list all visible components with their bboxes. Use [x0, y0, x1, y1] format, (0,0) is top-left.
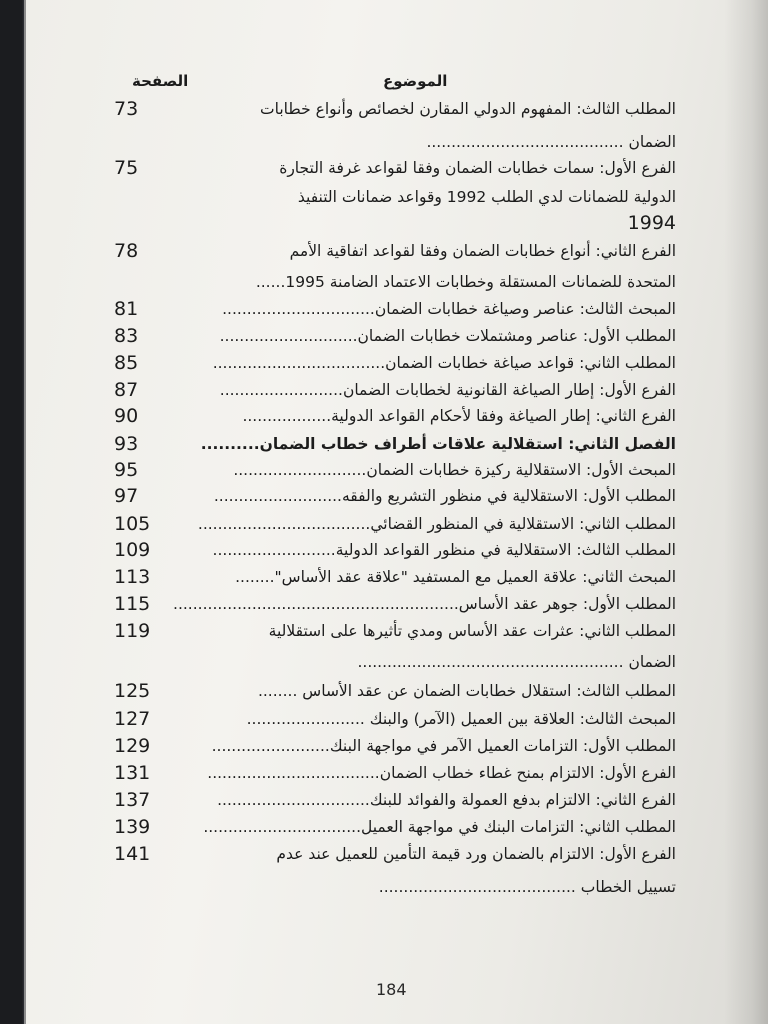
- toc-line: [26, 510, 768, 538]
- toc-entry-text: المطلب الأول: التزامات العميل الآمر في مواجهة البنك........................: [211, 737, 676, 755]
- toc-line: [26, 183, 768, 211]
- toc-line: [26, 840, 768, 868]
- toc-line: [26, 237, 768, 265]
- toc-page-number: 73: [114, 98, 139, 120]
- toc-page-number: 127: [114, 708, 151, 730]
- toc-line: [26, 430, 768, 458]
- toc-line: [26, 677, 768, 705]
- toc-entry-text: تسييل الخطاب ........................................: [378, 878, 676, 896]
- toc-line: [26, 402, 768, 430]
- toc-page-number: 78: [114, 240, 139, 262]
- toc-entry-text: المطلب الثالث: المفهوم الدولي المقارن لخصائص وأنواع خطابات: [260, 100, 676, 118]
- toc-line: [26, 456, 768, 484]
- toc-entry-text: المطلب الأول: جوهر عقد الأساس..........................................................: [173, 595, 676, 613]
- toc-entry-text: الدولية للضمانات لدي الطلب 1992 وقواعد ضمانات التنفيذ: [297, 188, 676, 206]
- toc-entry-text: الفرع الثاني: أنواع خطابات الضمان وفقا لقواعد اتفاقية الأمم: [289, 242, 676, 260]
- toc-page-number: 97: [114, 485, 139, 507]
- toc-entry-text: 1994: [627, 212, 676, 234]
- toc-page-number: 95: [114, 459, 139, 481]
- toc-entry-text: الفرع الثاني: إطار الصياغة وفقا لأحكام القواعد الدولية..................: [242, 407, 676, 425]
- table-of-contents: [26, 0, 768, 1024]
- toc-line: [26, 648, 768, 676]
- toc-entry-text: الفرع الأول: سمات خطابات الضمان وفقا لقواعد غرفة التجارة: [279, 159, 676, 177]
- toc-line: [26, 813, 768, 841]
- toc-page-number: 141: [114, 843, 151, 865]
- toc-page-number: 115: [114, 593, 151, 615]
- toc-line: [26, 563, 768, 591]
- toc-entry-text: المبحث الأول: الاستقلالية ركيزة خطابات الضمان...........................: [233, 461, 676, 479]
- toc-line: [26, 705, 768, 733]
- toc-page-number: 137: [114, 789, 151, 811]
- toc-line: [26, 536, 768, 564]
- book-page: [24, 0, 768, 1024]
- toc-line: [26, 590, 768, 618]
- toc-entry-text: المطلب الأول: عناصر ومشتملات خطابات الضمان............................: [219, 327, 676, 345]
- toc-entry-text: المطلب الثاني: قواعد صياغة خطابات الضمان...................................: [212, 354, 676, 372]
- toc-page-number: 113: [114, 566, 151, 588]
- toc-entry-text: المتحدة للضمانات المستقلة وخطابات الاعتماد الضامنة 1995......: [255, 273, 676, 291]
- toc-page-number: 87: [114, 379, 139, 401]
- toc-line: [26, 732, 768, 760]
- toc-entry-text: المبحث الثاني: علاقة العميل مع المستفيد "علاقة عقد الأساس"........: [235, 568, 676, 586]
- toc-page-number: 129: [114, 735, 151, 757]
- topic-column-header: الموضوع: [383, 72, 448, 90]
- toc-page-number: 83: [114, 325, 139, 347]
- toc-line: [26, 209, 768, 237]
- toc-line: [26, 376, 768, 404]
- toc-entry-text: الفرع الأول: الالتزام بالضمان ورد قيمة التأمين للعميل عند عدم: [276, 845, 676, 863]
- toc-entry-text: المطلب الأول: الاستقلالية في منظور التشريع والفقه..........................: [213, 487, 676, 505]
- toc-line: [26, 786, 768, 814]
- toc-entry-text: المطلب الثالث: الاستقلالية في منظور القواعد الدولية.........................: [212, 541, 676, 559]
- toc-page-number: 131: [114, 762, 151, 784]
- toc-entry-text: المطلب الثاني: التزامات البنك في مواجهة العميل................................: [203, 818, 676, 836]
- toc-line: [26, 295, 768, 323]
- toc-page-number: 90: [114, 405, 139, 427]
- toc-line: [26, 95, 768, 123]
- toc-line: [26, 759, 768, 787]
- toc-line: [26, 128, 768, 156]
- toc-line: [26, 617, 768, 645]
- toc-page-number: 105: [114, 513, 151, 535]
- toc-entry-text: المطلب الثاني: الاستقلالية في المنظور القضائي...................................: [197, 515, 676, 533]
- toc-entry-text: المطلب الثاني: عثرات عقد الأساس ومدي تأثيرها على استقلالية: [268, 622, 676, 640]
- toc-page-number: 139: [114, 816, 151, 838]
- toc-entry-text: الفرع الثاني: الالتزام بدفع العمولة والفوائد للبنك...............................: [217, 791, 676, 809]
- toc-line: [26, 154, 768, 182]
- page-column-header: الصفحة: [132, 72, 189, 90]
- page-number: 184: [376, 980, 407, 999]
- toc-page-number: 81: [114, 298, 139, 320]
- toc-entry-text: المطلب الثالث: استقلال خطابات الضمان عن عقد الأساس ........: [257, 682, 676, 700]
- toc-entry-text: الفرع الأول: إطار الصياغة القانونية لخطابات الضمان.........................: [219, 381, 676, 399]
- toc-page-number: 93: [114, 433, 139, 455]
- toc-entry-text: المبحث الثالث: عناصر وصياغة خطابات الضمان...............................: [222, 300, 676, 318]
- toc-line: [26, 349, 768, 377]
- toc-entry-text: الفصل الثاني: استقلالية علاقات أطراف خطاب الضمان..........: [200, 435, 676, 453]
- toc-page-number: 109: [114, 539, 151, 561]
- toc-page-number: 75: [114, 157, 139, 179]
- toc-entry-text: الضمان ......................................................: [357, 653, 676, 671]
- toc-line: [26, 873, 768, 901]
- toc-line: [26, 482, 768, 510]
- toc-entry-text: المبحث الثالث: العلاقة بين العميل (الآمر) والبنك ........................: [246, 710, 676, 728]
- toc-page-number: 125: [114, 680, 151, 702]
- toc-entry-text: الضمان ........................................: [426, 133, 676, 151]
- toc-line: [26, 268, 768, 296]
- toc-entry-text: الفرع الأول: الالتزام بمنح غطاء خطاب الضمان...................................: [207, 764, 676, 782]
- toc-page-number: 119: [114, 620, 151, 642]
- toc-line: [26, 322, 768, 350]
- toc-page-number: 85: [114, 352, 139, 374]
